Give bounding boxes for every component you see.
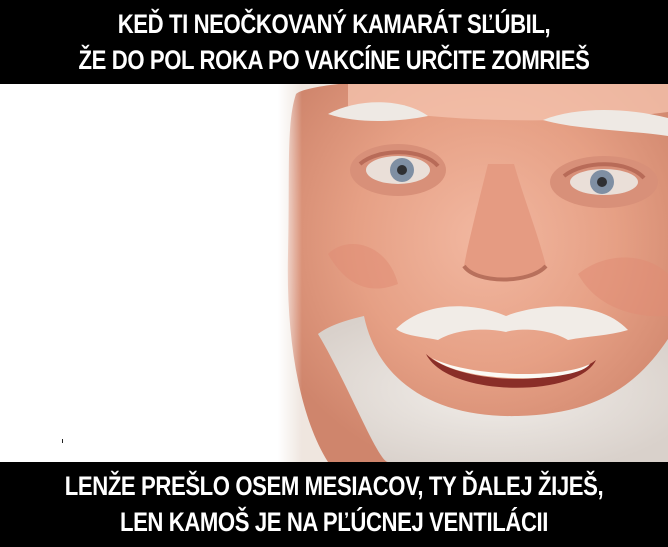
blank-white-panel: [0, 84, 278, 462]
top-caption-bar: [0, 0, 668, 84]
bottom-caption-line-2: LEN KAMOŠ JE NA PĽÚCNEJ VENTILÁCII: [119, 507, 549, 537]
small-dark-mark: [62, 439, 63, 443]
right-pupil: [597, 177, 607, 187]
photo-left-fade: [278, 84, 302, 462]
bottom-caption-line-1: LENŽE PREŠLO OSEM MESIACOV, TY ĎALEJ ŽIJEŠ,: [64, 471, 604, 501]
left-pupil: [397, 165, 407, 175]
bottom-caption-bar: [0, 462, 668, 547]
smiling-old-man-photo: [278, 84, 668, 462]
photo-area: [0, 84, 668, 462]
top-caption-line-2: ŽE DO POL ROKA PO VAKCÍNE URČITE ZOMRIEŠ: [78, 45, 590, 75]
top-caption-line-1: KEĎ TI NEOČKOVANÝ KAMARÁT SĽÚBIL,: [117, 9, 551, 39]
